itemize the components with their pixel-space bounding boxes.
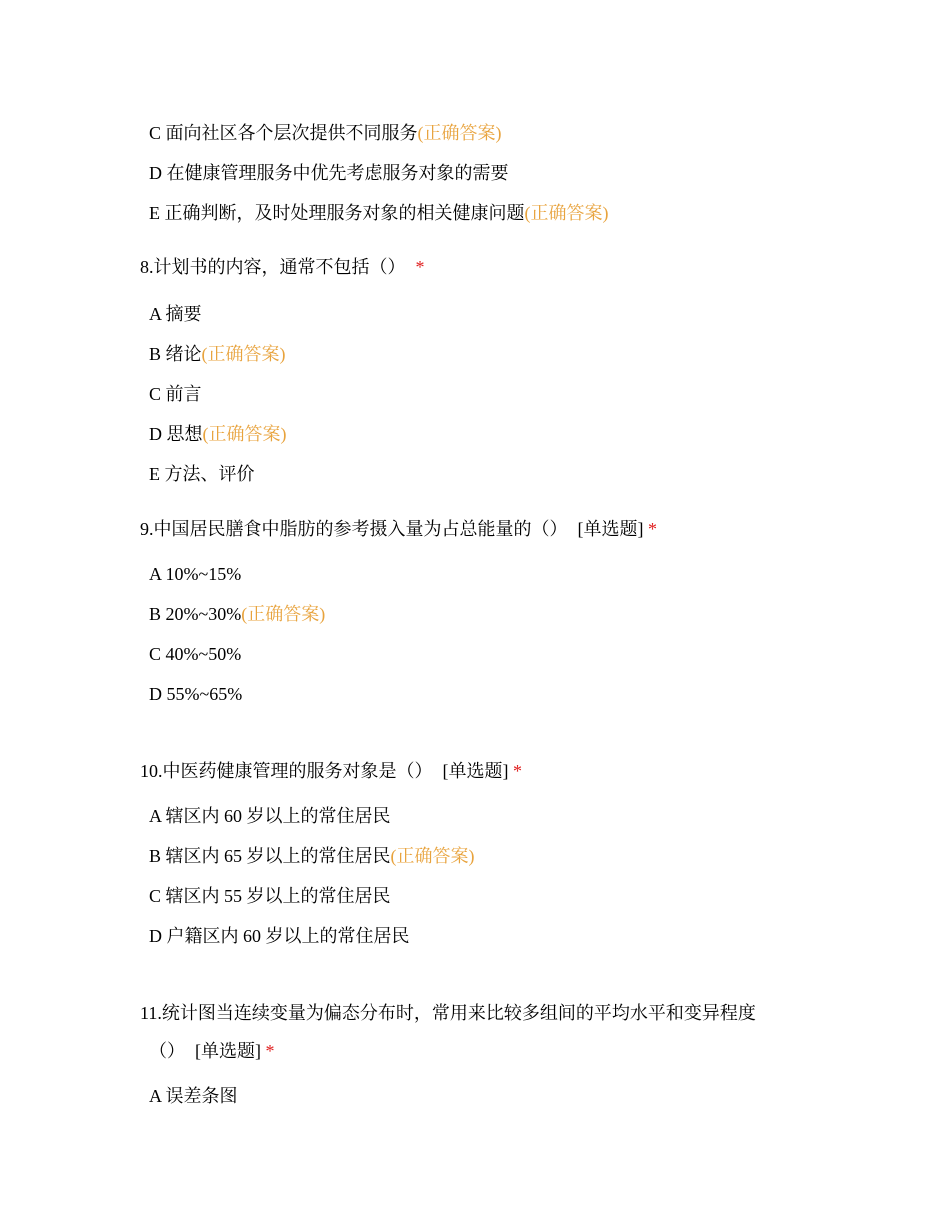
question-type: [单选题] bbox=[577, 519, 644, 539]
option-text: 40%~50% bbox=[165, 644, 242, 664]
option-letter: C bbox=[149, 123, 162, 143]
q9-option-c bbox=[149, 642, 241, 666]
option-text: 55%~65% bbox=[166, 684, 243, 704]
required-marker: * bbox=[265, 1041, 275, 1061]
option-text: 20%~30% bbox=[165, 604, 242, 624]
option-text: 思想 bbox=[166, 424, 203, 444]
question-text: 10.中医药健康管理的服务对象是（） bbox=[140, 761, 433, 781]
q8-option-c bbox=[149, 382, 202, 406]
required-marker: * bbox=[415, 257, 425, 277]
option-text: 面向社区各个层次提供不同服务 bbox=[165, 123, 418, 143]
option-letter: A bbox=[149, 1086, 162, 1106]
option-text: 方法、评价 bbox=[164, 464, 255, 484]
question-text: 11.统计图当连续变量为偏态分布时，常用来比较多组间的平均水平和变异程度 bbox=[140, 1003, 756, 1023]
option-letter: D bbox=[149, 424, 162, 444]
q10-option-c bbox=[149, 884, 391, 908]
option-letter: C bbox=[149, 384, 162, 404]
option-letter: A bbox=[149, 564, 162, 584]
question-text: 8.计划书的内容，通常不包括（） bbox=[140, 257, 406, 277]
q8-option-d bbox=[149, 422, 287, 446]
q9-title bbox=[140, 517, 657, 541]
option-letter: E bbox=[149, 203, 160, 223]
option-text: 误差条图 bbox=[165, 1086, 238, 1106]
option-letter: A bbox=[149, 806, 162, 826]
option-letter: D bbox=[149, 684, 162, 704]
q7-option-c bbox=[149, 121, 502, 145]
q10-option-d bbox=[149, 924, 410, 948]
option-text: 前言 bbox=[165, 384, 202, 404]
option-text: 绪论 bbox=[165, 344, 202, 364]
option-text: 在健康管理服务中优先考虑服务对象的需要 bbox=[166, 163, 509, 183]
correct-answer-marker: (正确答案) bbox=[201, 344, 286, 364]
option-text: 正确判断，及时处理服务对象的相关健康问题 bbox=[164, 203, 525, 223]
q7-option-e bbox=[149, 201, 609, 225]
question-type: [单选题] bbox=[442, 761, 509, 781]
option-letter: D bbox=[149, 163, 162, 183]
q11-option-a bbox=[149, 1084, 238, 1108]
option-text: 辖区内 60 岁以上的常住居民 bbox=[165, 806, 391, 826]
option-text: 辖区内 65 岁以上的常住居民 bbox=[165, 846, 391, 866]
option-letter: A bbox=[149, 304, 162, 324]
option-letter: E bbox=[149, 464, 160, 484]
option-letter: D bbox=[149, 926, 162, 946]
question-type: [单选题] bbox=[195, 1041, 261, 1061]
option-letter: B bbox=[149, 344, 162, 364]
correct-answer-marker: (正确答案) bbox=[390, 846, 475, 866]
option-letter: C bbox=[149, 886, 162, 906]
option-text: 摘要 bbox=[165, 304, 202, 324]
q9-option-d bbox=[149, 682, 242, 706]
option-letter: B bbox=[149, 846, 162, 866]
correct-answer-marker: (正确答案) bbox=[202, 424, 287, 444]
question-text-continued: （） bbox=[149, 1041, 185, 1061]
q7-option-d bbox=[149, 161, 509, 185]
option-text: 户籍区内 60 岁以上的常住居民 bbox=[166, 926, 410, 946]
option-letter: B bbox=[149, 604, 162, 624]
option-letter: C bbox=[149, 644, 162, 664]
required-marker: * bbox=[648, 519, 657, 539]
option-text: 10%~15% bbox=[165, 564, 242, 584]
q8-option-e bbox=[149, 462, 255, 486]
q8-option-b bbox=[149, 342, 286, 366]
q9-option-a bbox=[149, 562, 241, 586]
correct-answer-marker: (正确答案) bbox=[241, 604, 326, 624]
q8-title bbox=[140, 255, 425, 279]
correct-answer-marker: (正确答案) bbox=[417, 123, 502, 143]
required-marker: * bbox=[513, 761, 522, 781]
q11-title-line1 bbox=[140, 1001, 756, 1025]
q8-option-a bbox=[149, 302, 202, 326]
option-text: 辖区内 55 岁以上的常住居民 bbox=[165, 886, 391, 906]
correct-answer-marker: (正确答案) bbox=[524, 203, 609, 223]
q10-title bbox=[140, 759, 522, 783]
q11-title-line2 bbox=[149, 1039, 275, 1063]
question-text: 9.中国居民膳食中脂肪的参考摄入量为占总能量的（） bbox=[140, 519, 568, 539]
q10-option-a bbox=[149, 804, 391, 828]
q9-option-b bbox=[149, 602, 325, 626]
q10-option-b bbox=[149, 844, 475, 868]
